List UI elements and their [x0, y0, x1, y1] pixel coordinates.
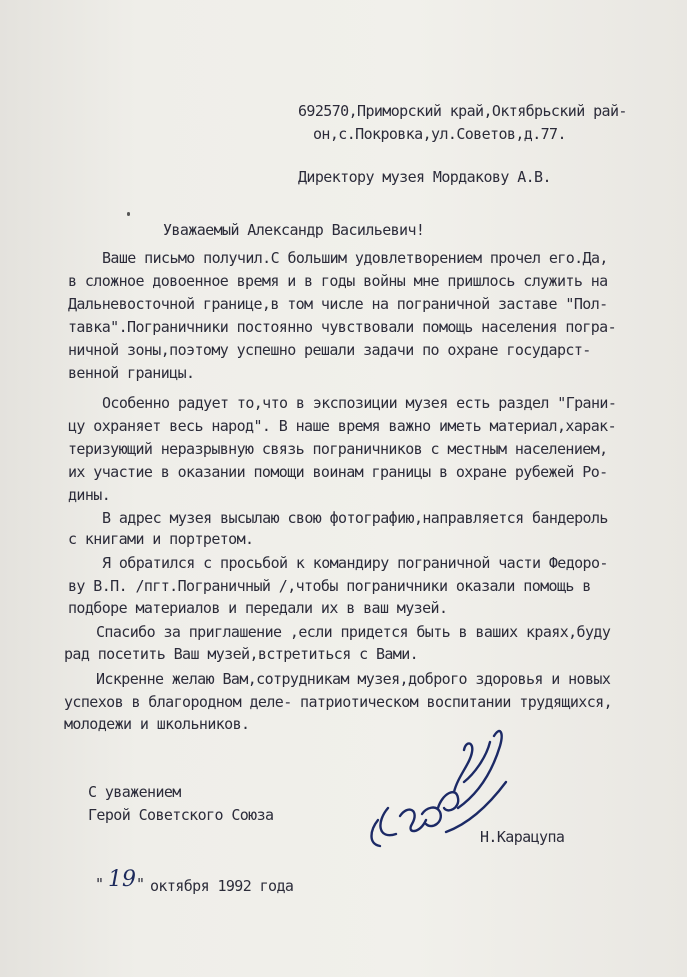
closing-regards: С уважением — [88, 783, 181, 801]
paragraph-line: Особенно радует то,что в экспозиции музея есть раздел "Грани- — [102, 394, 617, 412]
paragraph-line: Искренне желаю Вам,сотрудникам музея,доброго здоровья и новых — [96, 670, 611, 688]
salutation: Уважаемый Александр Васильевич! — [163, 221, 425, 239]
date-month-year: октября 1992 года — [150, 877, 294, 895]
paragraph-line: тавка".Пограничники постоянно чувствовали помощь населения погра- — [68, 318, 617, 336]
paragraph-line: ничной зоны,поэтому успешно решали задачи по охране государст- — [68, 341, 591, 359]
recipient: Директору музея Мордакову А.В. — [298, 168, 551, 186]
signatory-name: Н.Карацупа — [480, 828, 565, 846]
paragraph-line: их участие в оказании помощи воинам границы в охране рубежей Ро- — [68, 463, 608, 481]
paragraph-line: Спасибо за приглашение ,если придется быть в ваших краях,буду — [96, 623, 611, 641]
date-close-quote: " — [136, 875, 146, 893]
paragraph-line: венной границы. — [68, 364, 195, 382]
ink-mark — [127, 212, 130, 216]
paragraph-line: теризующий неразрывную связь пограничников с местным населением, — [68, 440, 608, 458]
paragraph-line: в сложное довоенное время и в годы войны мне пришлось служить на — [68, 272, 608, 290]
paragraph-line: рад посетить Ваш музей,встретиться с Вами. — [64, 645, 419, 663]
closing-title: Герой Советского Союза — [88, 806, 274, 824]
paragraph-line: дины. — [68, 486, 111, 504]
paragraph-line: цу охраняет весь народ". В наше время важно иметь материал,харак- — [68, 417, 617, 435]
paragraph-line: Дальневосточной границе,в том числе на пограничной заставе "Пол- — [68, 295, 608, 313]
paragraph-line: В адрес музея высылаю свою фотографию,направляется бандероль — [102, 509, 608, 527]
paragraph-line: Я обратился с просьбой к командиру пограничной части Федоро- — [102, 554, 608, 572]
paragraph-line: молодежи и школьников. — [64, 715, 250, 733]
paragraph-line: успехов в благородном деле- патриотическом воспитании трудящихся, — [64, 693, 613, 711]
paragraph-line: Ваше письмо получил.С большим удовлетворением прочел его.Да, — [102, 249, 608, 267]
paragraph-line: ву В.П. /пгт.Пограничный /,чтобы пограничники оказали помощь в — [68, 577, 591, 595]
paragraph-line: с книгами и портретом. — [68, 530, 254, 548]
paragraph-line: подборе материалов и передали их в ваш музей. — [68, 599, 448, 617]
date-open-quote: " — [95, 875, 105, 893]
address-line-2: он,с.Покровка,ул.Советов,д.77. — [313, 125, 566, 143]
date-day: 19 — [108, 867, 136, 892]
address-line-1: 692570,Приморский край,Октябрьский рай- — [298, 102, 627, 120]
